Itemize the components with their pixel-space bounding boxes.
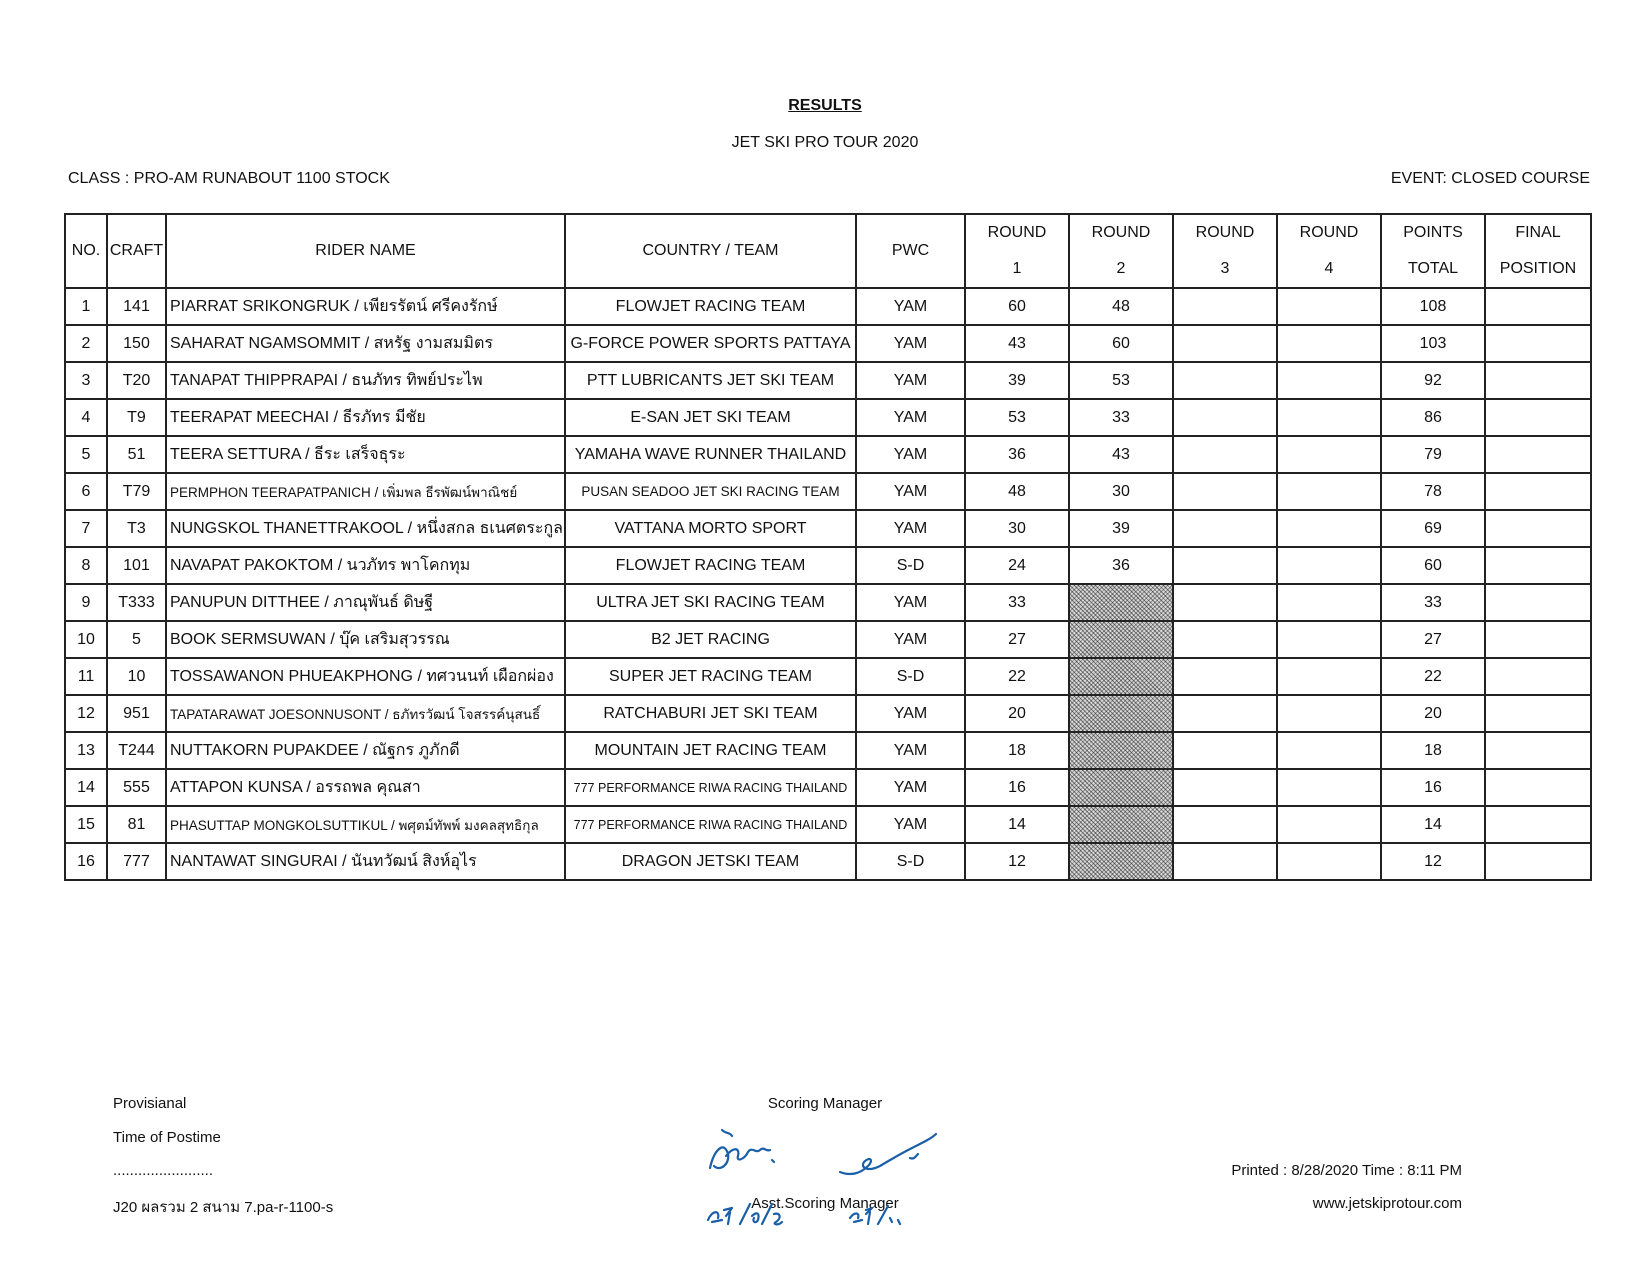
table-row <box>65 806 1591 843</box>
cell-round-4 <box>1277 843 1381 880</box>
cell-pwc: YAM <box>856 732 965 769</box>
cell-rider-name: NAVAPAT PAKOKTOM / นวภัทร พาโคกทุม <box>166 547 565 584</box>
cell-round-1: 20 <box>965 695 1069 732</box>
table-row <box>65 436 1591 473</box>
cell-round-1: 12 <box>965 843 1069 880</box>
header-pwc: PWC <box>856 214 965 288</box>
cell-country-team: FLOWJET RACING TEAM <box>565 288 856 325</box>
cell-round-2: 53 <box>1069 362 1173 399</box>
cell-country-team: VATTANA MORTO SPORT <box>565 510 856 547</box>
cell-round-3 <box>1173 732 1277 769</box>
cell-country-team: PTT LUBRICANTS JET SKI TEAM <box>565 362 856 399</box>
cell-final-position <box>1485 769 1591 806</box>
cell-round-2 <box>1069 843 1173 880</box>
cell-round-3 <box>1173 806 1277 843</box>
round-number: 3 <box>1220 260 1230 277</box>
cell-rider-name: TOSSAWANON PHUEAKPHONG / ทศวนนท์ เผือกผ่อง <box>166 658 565 695</box>
cell-craft: T20 <box>107 362 166 399</box>
cell-rider-name: NUTTAKORN PUPAKDEE / ณัฐกร ภูภักดี <box>166 732 565 769</box>
cell-rider-name: PERMPHON TEERAPATPANICH / เพิ่มพล ธีรพัฒน์พาณิชย์ <box>166 473 565 510</box>
cell-final-position <box>1485 658 1591 695</box>
position-label: POSITION <box>1499 260 1577 277</box>
cell-points-total: 92 <box>1381 362 1485 399</box>
cell-final-position <box>1485 843 1591 880</box>
round-label: ROUND <box>1195 224 1255 241</box>
header-rider-name: RIDER NAME <box>166 214 565 288</box>
cell-no: 2 <box>65 325 107 362</box>
cell-country-team: B2 JET RACING <box>565 621 856 658</box>
cell-round-2: 39 <box>1069 510 1173 547</box>
cell-craft: 777 <box>107 843 166 880</box>
round-label: ROUND <box>1299 224 1359 241</box>
table-row <box>65 769 1591 806</box>
cell-country-team: RATCHABURI JET SKI TEAM <box>565 695 856 732</box>
cell-round-3 <box>1173 362 1277 399</box>
cell-pwc: YAM <box>856 806 965 843</box>
cell-country-team: PUSAN SEADOO JET SKI RACING TEAM <box>565 473 856 510</box>
table-row <box>65 362 1591 399</box>
cell-points-total: 69 <box>1381 510 1485 547</box>
cell-round-4 <box>1277 436 1381 473</box>
table-row <box>65 621 1591 658</box>
header-round-2 <box>1069 214 1173 288</box>
header-country-team: COUNTRY / TEAM <box>565 214 856 288</box>
cell-round-4 <box>1277 399 1381 436</box>
cell-round-1: 36 <box>965 436 1069 473</box>
round-number: 2 <box>1116 260 1126 277</box>
cell-final-position <box>1485 806 1591 843</box>
cell-points-total: 33 <box>1381 584 1485 621</box>
cell-round-1: 27 <box>965 621 1069 658</box>
cell-country-team: ULTRA JET SKI RACING TEAM <box>565 584 856 621</box>
cell-pwc: YAM <box>856 325 965 362</box>
cell-final-position <box>1485 732 1591 769</box>
cell-no: 7 <box>65 510 107 547</box>
cell-round-1: 33 <box>965 584 1069 621</box>
header-round-1 <box>965 214 1069 288</box>
cell-country-team: YAMAHA WAVE RUNNER THAILAND <box>565 436 856 473</box>
cell-no: 9 <box>65 584 107 621</box>
cell-round-3 <box>1173 510 1277 547</box>
cell-final-position <box>1485 288 1591 325</box>
cell-country-team: G-FORCE POWER SPORTS PATTAYA <box>565 325 856 362</box>
cell-round-3 <box>1173 436 1277 473</box>
cell-craft: 10 <box>107 658 166 695</box>
points-label: POINTS <box>1403 224 1463 241</box>
table-row <box>65 288 1591 325</box>
website-url: www.jetskiprotour.com <box>1312 1195 1462 1212</box>
cell-craft: 81 <box>107 806 166 843</box>
cell-points-total: 86 <box>1381 399 1485 436</box>
table-row <box>65 732 1591 769</box>
cell-pwc: S-D <box>856 658 965 695</box>
cell-rider-name: BOOK SERMSUWAN / บุ๊ค เสริมสุวรรณ <box>166 621 565 658</box>
cell-round-2 <box>1069 621 1173 658</box>
cell-no: 11 <box>65 658 107 695</box>
cell-craft: T244 <box>107 732 166 769</box>
cell-country-team: 777 PERFORMANCE RIWA RACING THAILAND <box>565 806 856 843</box>
cell-rider-name: PHASUTTAP MONGKOLSUTTIKUL / พศุตม์ทัพพ์ มงคลสุทธิกุล <box>166 806 565 843</box>
cell-rider-name: SAHARAT NGAMSOMMIT / สหรัฐ งามสมมิตร <box>166 325 565 362</box>
cell-rider-name: TAPATARAWAT JOESONNUSONT / ธภัทรวัฒน์ โจสรรค์นุสนธิ์ <box>166 695 565 732</box>
cell-points-total: 60 <box>1381 547 1485 584</box>
cell-final-position <box>1485 510 1591 547</box>
cell-country-team: 777 PERFORMANCE RIWA RACING THAILAND <box>565 769 856 806</box>
cell-pwc: YAM <box>856 473 965 510</box>
cell-craft: 101 <box>107 547 166 584</box>
cell-craft: T9 <box>107 399 166 436</box>
cell-round-3 <box>1173 399 1277 436</box>
cell-round-3 <box>1173 473 1277 510</box>
cell-round-2 <box>1069 806 1173 843</box>
cell-craft: T79 <box>107 473 166 510</box>
header-no: NO. <box>65 214 107 288</box>
cell-craft: 150 <box>107 325 166 362</box>
cell-country-team: DRAGON JETSKI TEAM <box>565 843 856 880</box>
cell-no: 13 <box>65 732 107 769</box>
cell-final-position <box>1485 584 1591 621</box>
cell-rider-name: PIARRAT SRIKONGRUK / เพียรรัตน์ ศรีคงรักษ์ <box>166 288 565 325</box>
cell-pwc: YAM <box>856 695 965 732</box>
cell-craft: 141 <box>107 288 166 325</box>
cell-round-1: 48 <box>965 473 1069 510</box>
cell-no: 12 <box>65 695 107 732</box>
cell-round-1: 30 <box>965 510 1069 547</box>
table-row <box>65 658 1591 695</box>
cell-points-total: 14 <box>1381 806 1485 843</box>
cell-no: 3 <box>65 362 107 399</box>
asst-scoring-manager-label: Asst.Scoring Manager <box>751 1195 899 1212</box>
cell-final-position <box>1485 399 1591 436</box>
cell-round-1: 53 <box>965 399 1069 436</box>
round-number: 4 <box>1324 260 1334 277</box>
cell-round-4 <box>1277 658 1381 695</box>
file-code: J20 ผลรวม 2 สนาม 7.pa-r-1100-s <box>113 1199 334 1216</box>
cell-round-4 <box>1277 806 1381 843</box>
cell-round-3 <box>1173 325 1277 362</box>
cell-no: 10 <box>65 621 107 658</box>
cell-round-3 <box>1173 288 1277 325</box>
cell-craft: 51 <box>107 436 166 473</box>
cell-round-1: 39 <box>965 362 1069 399</box>
cell-no: 4 <box>65 399 107 436</box>
cell-final-position <box>1485 621 1591 658</box>
cell-round-3 <box>1173 547 1277 584</box>
cell-round-4 <box>1277 510 1381 547</box>
cell-no: 5 <box>65 436 107 473</box>
cell-round-4 <box>1277 473 1381 510</box>
cell-rider-name: NANTAWAT SINGURAI / นันทวัฒน์ สิงห์อุไร <box>166 843 565 880</box>
header-round-4 <box>1277 214 1381 288</box>
cell-points-total: 78 <box>1381 473 1485 510</box>
cell-round-4 <box>1277 695 1381 732</box>
cell-round-2: 60 <box>1069 325 1173 362</box>
event-subtitle: JET SKI PRO TOUR 2020 <box>731 134 919 151</box>
cell-points-total: 16 <box>1381 769 1485 806</box>
cell-round-2: 36 <box>1069 547 1173 584</box>
cell-points-total: 27 <box>1381 621 1485 658</box>
postime-blank: ........................ <box>113 1162 214 1179</box>
cell-points-total: 22 <box>1381 658 1485 695</box>
handwritten-signature <box>700 1120 960 1230</box>
table-row <box>65 399 1591 436</box>
round-label: ROUND <box>987 224 1047 241</box>
cell-no: 6 <box>65 473 107 510</box>
cell-final-position <box>1485 473 1591 510</box>
cell-round-3 <box>1173 843 1277 880</box>
cell-rider-name: TEERAPAT MEECHAI / ธีรภัทร มีชัย <box>166 399 565 436</box>
cell-pwc: YAM <box>856 362 965 399</box>
cell-rider-name: TEERA SETTURA / ธีระ เสร็จธุระ <box>166 436 565 473</box>
cell-points-total: 103 <box>1381 325 1485 362</box>
cell-no: 1 <box>65 288 107 325</box>
table-row <box>65 695 1591 732</box>
cell-round-1: 16 <box>965 769 1069 806</box>
cell-round-1: 22 <box>965 658 1069 695</box>
cell-round-2: 48 <box>1069 288 1173 325</box>
cell-country-team: SUPER JET RACING TEAM <box>565 658 856 695</box>
cell-pwc: YAM <box>856 436 965 473</box>
table-row <box>65 584 1591 621</box>
cell-round-2: 33 <box>1069 399 1173 436</box>
cell-craft: 951 <box>107 695 166 732</box>
table-row <box>65 843 1591 880</box>
cell-round-4 <box>1277 732 1381 769</box>
provisional-label: Provisianal <box>113 1095 187 1112</box>
cell-round-1: 14 <box>965 806 1069 843</box>
cell-round-2 <box>1069 732 1173 769</box>
cell-final-position <box>1485 436 1591 473</box>
cell-round-4 <box>1277 288 1381 325</box>
cell-round-2 <box>1069 658 1173 695</box>
round-label: ROUND <box>1091 224 1151 241</box>
cell-round-2: 43 <box>1069 436 1173 473</box>
cell-craft: 5 <box>107 621 166 658</box>
cell-pwc: YAM <box>856 399 965 436</box>
header-row <box>65 214 1591 288</box>
cell-round-4 <box>1277 769 1381 806</box>
cell-round-4 <box>1277 621 1381 658</box>
cell-final-position <box>1485 695 1591 732</box>
table-row <box>65 325 1591 362</box>
cell-no: 16 <box>65 843 107 880</box>
cell-round-4 <box>1277 362 1381 399</box>
cell-round-4 <box>1277 547 1381 584</box>
cell-rider-name: PANUPUN DITTHEE / ภาณุพันธ์ ดิษฐี <box>166 584 565 621</box>
header-craft: CRAFT <box>107 214 166 288</box>
cell-points-total: 108 <box>1381 288 1485 325</box>
cell-country-team: FLOWJET RACING TEAM <box>565 547 856 584</box>
cell-pwc: YAM <box>856 769 965 806</box>
cell-round-2 <box>1069 584 1173 621</box>
cell-round-2 <box>1069 769 1173 806</box>
cell-round-2 <box>1069 695 1173 732</box>
time-of-postime-label: Time of Postime <box>113 1129 221 1146</box>
total-label: TOTAL <box>1407 260 1459 277</box>
header-round-3 <box>1173 214 1277 288</box>
scoring-manager-label: Scoring Manager <box>767 1095 883 1112</box>
cell-points-total: 20 <box>1381 695 1485 732</box>
cell-round-4 <box>1277 325 1381 362</box>
cell-country-team: MOUNTAIN JET RACING TEAM <box>565 732 856 769</box>
cell-final-position <box>1485 547 1591 584</box>
cell-round-1: 43 <box>965 325 1069 362</box>
cell-final-position <box>1485 325 1591 362</box>
event-label: EVENT: CLOSED COURSE <box>1390 170 1590 187</box>
cell-pwc: S-D <box>856 843 965 880</box>
cell-pwc: YAM <box>856 621 965 658</box>
round-number: 1 <box>1012 260 1022 277</box>
class-label: CLASS : PRO-AM RUNABOUT 1100 STOCK <box>68 170 390 187</box>
cell-country-team: E-SAN JET SKI TEAM <box>565 399 856 436</box>
cell-final-position <box>1485 362 1591 399</box>
final-label: FINAL <box>1515 224 1561 241</box>
cell-rider-name: ATTAPON KUNSA / อรรถพล คุณสา <box>166 769 565 806</box>
cell-round-3 <box>1173 621 1277 658</box>
cell-no: 14 <box>65 769 107 806</box>
table-row <box>65 473 1591 510</box>
cell-round-1: 60 <box>965 288 1069 325</box>
cell-no: 8 <box>65 547 107 584</box>
cell-craft: T333 <box>107 584 166 621</box>
cell-round-1: 24 <box>965 547 1069 584</box>
cell-craft: 555 <box>107 769 166 806</box>
cell-round-3 <box>1173 584 1277 621</box>
cell-pwc: YAM <box>856 584 965 621</box>
printed-timestamp: Printed : 8/28/2020 Time : 8:11 PM <box>1231 1162 1462 1179</box>
cell-points-total: 79 <box>1381 436 1485 473</box>
cell-round-3 <box>1173 658 1277 695</box>
cell-round-3 <box>1173 769 1277 806</box>
cell-points-total: 18 <box>1381 732 1485 769</box>
header-points-total <box>1381 214 1485 288</box>
results-table <box>64 213 1592 881</box>
cell-round-1: 18 <box>965 732 1069 769</box>
cell-round-3 <box>1173 695 1277 732</box>
cell-rider-name: TANAPAT THIPPRAPAI / ธนภัทร ทิพย์ประไพ <box>166 362 565 399</box>
cell-no: 15 <box>65 806 107 843</box>
table-row <box>65 510 1591 547</box>
cell-pwc: S-D <box>856 547 965 584</box>
cell-round-2: 30 <box>1069 473 1173 510</box>
cell-points-total: 12 <box>1381 843 1485 880</box>
cell-rider-name: NUNGSKOL THANETTRAKOOL / หนึ่งสกล ธเนศตระกูล <box>166 510 565 547</box>
cell-pwc: YAM <box>856 288 965 325</box>
cell-round-4 <box>1277 584 1381 621</box>
cell-craft: T3 <box>107 510 166 547</box>
table-row <box>65 547 1591 584</box>
page-title: RESULTS <box>788 97 862 114</box>
header-final-position <box>1485 214 1591 288</box>
cell-pwc: YAM <box>856 510 965 547</box>
